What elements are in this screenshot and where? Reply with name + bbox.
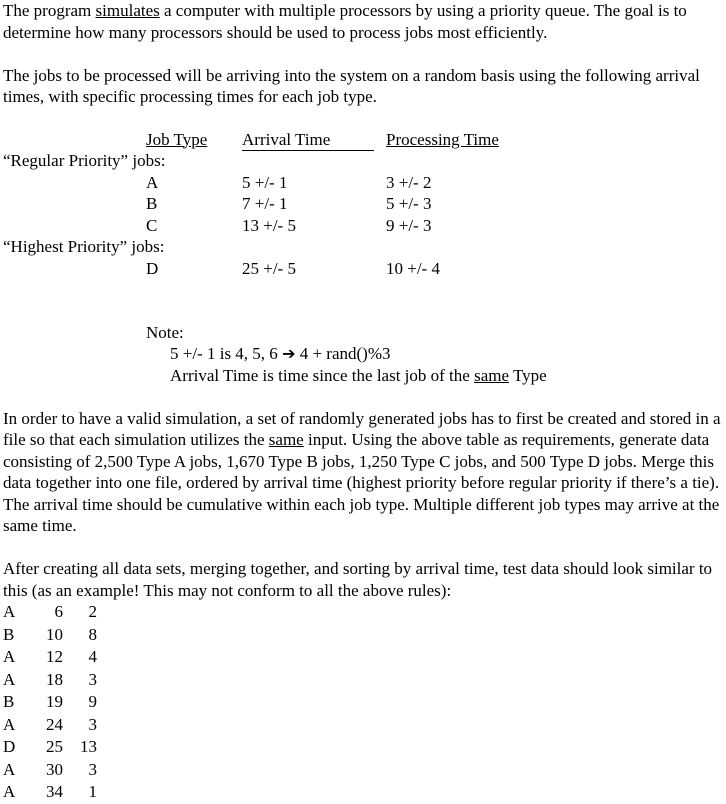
note-arrival-text: Arrival Time is time since the last job of the (170, 365, 475, 385)
list-item (3, 601, 723, 624)
note-title: Note: (146, 322, 184, 342)
list-item (3, 624, 723, 647)
note-arrival-text-end: Type (509, 365, 547, 385)
list-item (3, 736, 723, 759)
note-underlined-word: same (474, 365, 510, 385)
intro-text-continued: a computer with multiple processors by using a priority queue. The goal is to determine how many processors should be used to process jobs most efficiently. (3, 1, 687, 42)
table-row (3, 215, 723, 237)
note-line-1 (146, 343, 723, 365)
sample-arrival: 12 (46, 647, 63, 666)
sample-arrival: 24 (46, 714, 63, 734)
arrival-cell: 5 +/- 1 (242, 172, 288, 192)
job-type-cell: A (146, 172, 159, 192)
sample-processing: 3 (88, 714, 97, 734)
sample-processing: 8 (88, 624, 97, 644)
sample-processing: 9 (88, 692, 97, 711)
body-text-continued: input. Using the above table as requirements, generate data consisting of 2,500 Type A jobs, 1,670 Type B jobs, 1,250 Type C jobs, and 500 Type D jobs. Merge this data together into one file, ordered by arrival time (highest priority before regular priority if there’s a tie). The arrival time should be cumulative within each job type. Multiple different job types may arrive at the same time. (3, 430, 720, 535)
arrow-right-icon: ➔ (282, 344, 296, 363)
sample-type: A (3, 759, 16, 779)
sample-type: A (3, 714, 16, 734)
sample-arrival: 6 (54, 602, 63, 621)
list-item (3, 714, 723, 737)
body-paragraph-3 (3, 408, 723, 537)
header-processing-time: Processing Time (386, 129, 499, 149)
intro-paragraph-2: The jobs to be processed will be arriving into the system on a random basis using the following arrival times, with specific processing times for each job type. (3, 65, 700, 106)
job-type-cell: D (146, 258, 159, 278)
job-type-cell: C (146, 215, 158, 235)
intro-underlined-word: simulates (95, 1, 160, 20)
header-job-type: Job Type (146, 129, 208, 149)
sample-arrival: 34 (46, 782, 63, 801)
sample-type: A (3, 782, 16, 801)
note-block (3, 322, 723, 387)
sample-arrival: 30 (46, 759, 63, 779)
sample-type: B (3, 624, 15, 644)
job-table (3, 129, 723, 280)
processing-cell: 3 +/- 2 (386, 172, 432, 192)
sample-data-list (3, 601, 723, 804)
sample-arrival: 18 (46, 669, 63, 689)
sample-arrival: 19 (46, 692, 63, 711)
job-table-header (3, 129, 723, 151)
table-row (3, 193, 723, 215)
sample-type: B (3, 692, 15, 711)
body-paragraph-4: After creating all data sets, merging together, and sorting by arrival time, test data should look similar to this (as an example! This may not conform to all the above rules): (3, 559, 713, 600)
table-row (3, 258, 723, 280)
body-underlined-word: same (268, 430, 304, 449)
note-range-text: 5 +/- 1 is 4, 5, 6 (170, 344, 283, 363)
document-page (3, 0, 723, 804)
intro-text: The program (3, 1, 96, 20)
highest-priority-label: “Highest Priority” jobs: (3, 237, 165, 256)
list-item (3, 669, 723, 692)
list-item (3, 759, 723, 782)
list-item (3, 646, 723, 669)
intro-paragraph-1 (3, 0, 723, 43)
job-type-cell: B (146, 194, 158, 213)
arrival-cell: 25 +/- 5 (242, 258, 296, 278)
processing-cell: 5 +/- 3 (386, 194, 432, 213)
sample-processing: 4 (88, 647, 97, 666)
sample-processing: 13 (80, 737, 97, 756)
highest-priority-row (3, 236, 723, 258)
note-formula-text: 4 + rand()%3 (295, 344, 391, 363)
sample-processing: 2 (88, 602, 97, 621)
arrival-cell: 13 +/- 5 (242, 215, 296, 235)
sample-type: D (3, 737, 16, 756)
list-item (3, 691, 723, 714)
table-row (3, 172, 723, 194)
header-arrival-time: Arrival Time (242, 129, 374, 152)
sample-arrival: 25 (46, 737, 63, 756)
body-text: In order to have a valid simulation, a set of randomly generated jobs has to first be created and stored in a file so that each simulation utilizes the (3, 408, 721, 449)
sample-arrival: 10 (46, 624, 63, 644)
regular-priority-row (3, 150, 723, 172)
sample-processing: 3 (88, 669, 97, 689)
sample-type: A (3, 669, 16, 689)
processing-cell: 10 +/- 4 (386, 258, 440, 278)
note-line-2 (146, 365, 723, 387)
regular-priority-label: “Regular Priority” jobs: (3, 151, 166, 170)
list-item (3, 781, 723, 804)
sample-processing: 1 (88, 782, 97, 801)
sample-processing: 3 (88, 759, 97, 779)
sample-type: A (3, 602, 16, 621)
processing-cell: 9 +/- 3 (386, 215, 432, 235)
sample-type: A (3, 647, 16, 666)
arrival-cell: 7 +/- 1 (242, 194, 288, 213)
